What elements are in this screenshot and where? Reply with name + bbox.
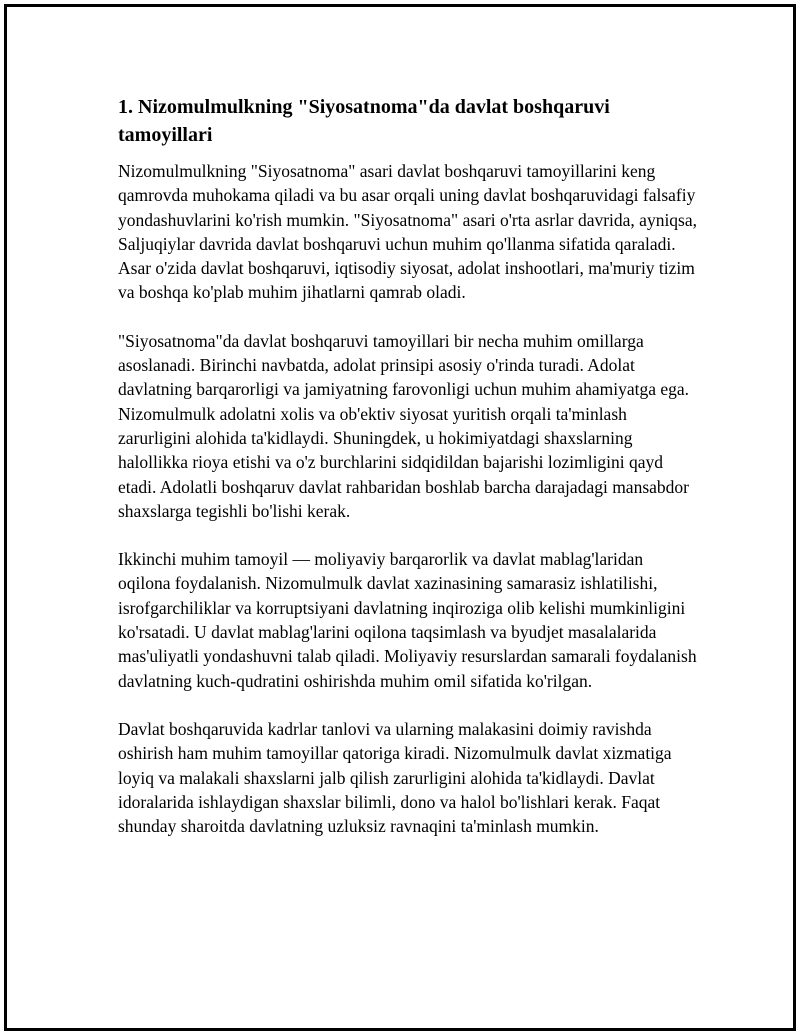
paragraph-1: Nizomulmulkning "Siyosatnoma" asari davlat boshqaruvi tamoyillarini keng qamrovda muhokama qiladi va bu asar orqali uning davlat boshqaruvidagi falsafiy yondashuvlarini ko'rish mumkin. "Siyosatnoma" asari o'rta asrlar davrida, ayniqsa, Saljuqiylar davrida davlat boshqaruvi uchun muhim qo'llanma sifatida qaraladi. Asar o'zida davlat boshqaruvi, iqtisodiy siyosat, adolat inshootlari, ma'muriy tizim va boshqa ko'plab muhim jihatlarni qamrab oladi.	[118, 161, 698, 303]
document-body	[118, 93, 698, 862]
paragraph-4: Davlat boshqaruvida kadrlar tanlovi va ularning malakasini doimiy ravishda oshirish ham muhim tamoyillar qatoriga kiradi. Nizomulmulk davlat xizmatiga loyiq va malakali shaxslarni jalb qilish zarurligini alohida ta'kidlaydi. Davlat idoralarida ishlaydigan shaxslar bilimli, dono va halol bo'lishlari kerak. Faqat shunday sharoitda davlatning uzluksiz ravnaqini ta'minlash mumkin.	[118, 718, 672, 837]
paragraph-3: Ikkinchi muhim tamoyil — moliyaviy barqarorlik va davlat mablag'laridan oqilona foydalanish. Nizomulmulk davlat xazinasining samarasiz ishlatilishi, isrofgarchiliklar va korruptsiyani davlatning inqiroziga olib kelishi mumkinligini ko'rsatadi. U davlat mablag'larini oqilona taqsimlash va byudjet masalalarida mas'uliyatli yondashuvni talab qiladi. Moliyaviy resurslardan samarali foydalanish davlatning kuch-qudratini oshirishda muhim omil sifatida ko'rilgan.	[118, 549, 697, 691]
section-heading: 1. Nizomulmulkning "Siyosatnoma"da davlat boshqaruvi tamoyillari	[118, 96, 610, 146]
paragraph-2: "Siyosatnoma"da davlat boshqaruvi tamoyillari bir necha muhim omillarga asoslanadi. Birinchi navbatda, adolat prinsipi asosiy o'rinda turadi. Adolat davlatning barqarorligi va jamiyatning farovonligi uchun muhim ahamiyatga ega. Nizomulmulk adolatni xolis va ob'ektiv siyosat yuritish orqali ta'minlash zarurligini alohida ta'kidlaydi. Shuningdek, u hokimiyatdagi shaxslarning halollikka rioya etishi va o'z burchlarini sidqidildan bajarishi lozimligini qayd etadi. Adolatli boshqaruv davlat rahbaridan boshlab barcha darajadagi mansabdor shaxslarga tegishli bo'lishi kerak.	[118, 330, 690, 521]
